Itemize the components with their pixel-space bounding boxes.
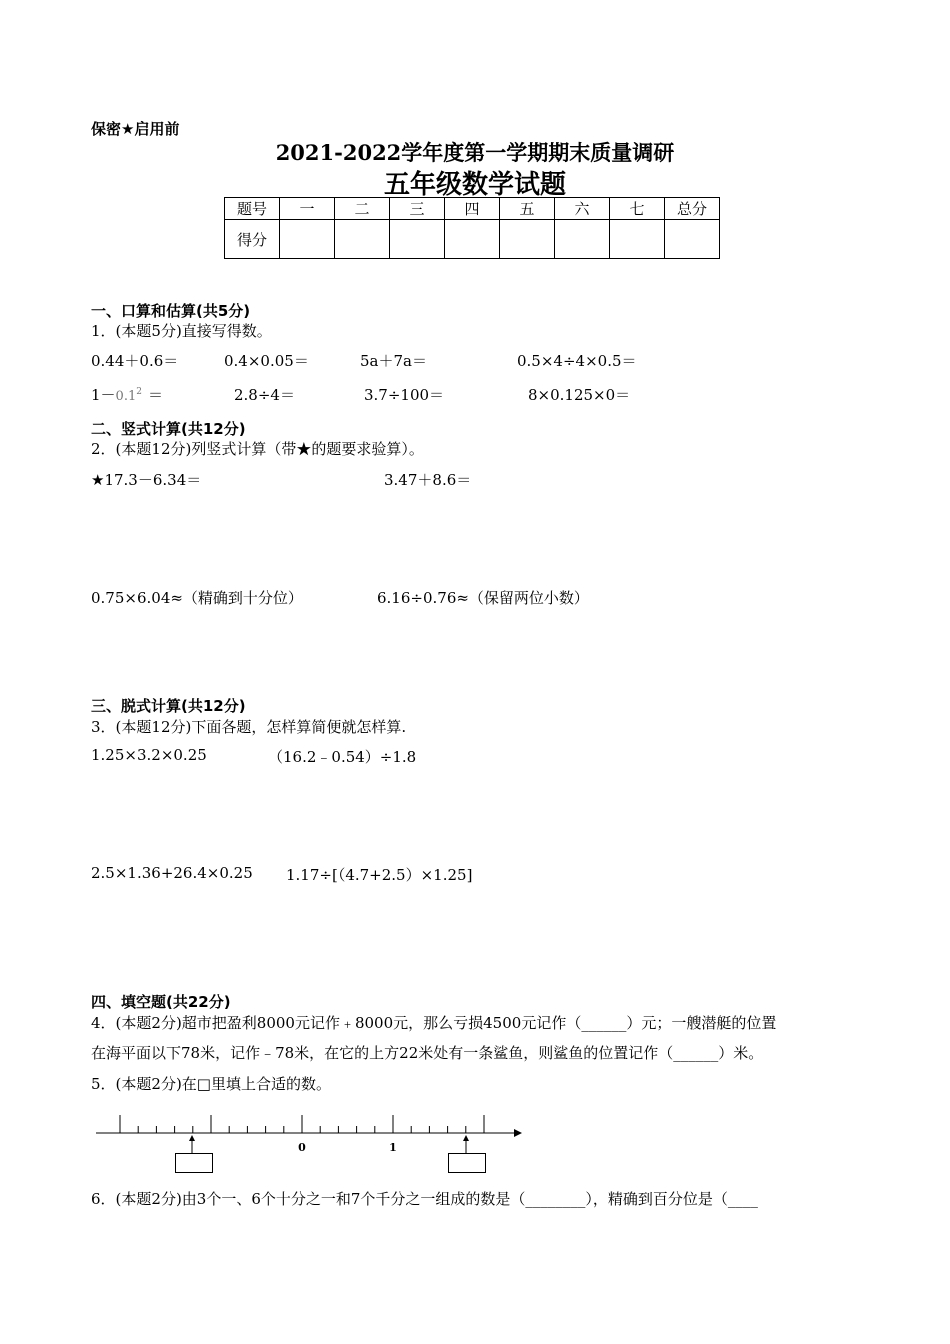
question2-text: 2．(本题12分)列竖式计算（带★的题要求验算）。 (91, 440, 424, 458)
step-calc-item: 2.5×1.36+26.4×0.25 (91, 864, 253, 882)
score-header-cell: 三 (390, 198, 445, 220)
pointer-arrowhead-left (189, 1135, 195, 1141)
vertical-calc-item: ★17.3－6.34＝ (91, 471, 202, 489)
exam-title: 2021-2022学年度第一学期期末质量调研 (275, 140, 675, 165)
power-prefix: 1－ (91, 386, 116, 404)
pointer-arrowhead-right (463, 1135, 469, 1141)
score-cell (610, 220, 665, 259)
answer-box-right[interactable] (448, 1153, 486, 1173)
score-cell (335, 220, 390, 259)
vertical-calc-item: 3.47＋8.6＝ (384, 471, 472, 489)
mental-math-item: 5a＋7a＝ (360, 352, 427, 370)
step-calc-item: 1.25×3.2×0.25 (91, 746, 207, 764)
question1-text: 1．(本题5分)直接写得数。 (91, 322, 272, 340)
mental-math-item: 0.44＋0.6＝ (91, 352, 179, 370)
mental-math-item: 0.5×4÷4×0.5＝ (517, 352, 637, 370)
score-cell (390, 220, 445, 259)
score-header-cell: 七 (610, 198, 665, 220)
step-calc-item: 1.17÷[（4.7+2.5）×1.25] (286, 866, 473, 884)
score-cell (500, 220, 555, 259)
score-cell (280, 220, 335, 259)
mental-math-item: 0.4×0.05＝ (224, 352, 309, 370)
power-exponent: 2 (136, 387, 142, 397)
score-header-cell: 题号 (225, 198, 280, 220)
score-table-score-row (225, 220, 720, 259)
section3-title: 三、脱式计算(共12分) (91, 697, 246, 715)
power-suffix: ＝ (147, 386, 163, 404)
exam-subtitle: 五年级数学试题 (383, 170, 566, 200)
question3-text: 3．(本题12分)下面各题，怎样算简便就怎样算. (91, 718, 407, 736)
score-label-cell: 得分 (225, 220, 280, 259)
score-table (224, 197, 720, 259)
score-header-cell: 二 (335, 198, 390, 220)
score-header-cell: 五 (500, 198, 555, 220)
number-line-arrowhead (514, 1129, 522, 1137)
question4-line1: 4．(本题2分)超市把盈利8000元记作﹢8000元，那么亏损4500元记作（______）元；一艘潜艇的位置 (91, 1014, 777, 1032)
question5-text: 5．(本题2分)在□里填上合适的数。 (91, 1075, 331, 1093)
section4-title: 四、填空题(共22分) (91, 993, 231, 1011)
score-cell (555, 220, 610, 259)
number-line-label-zero: 0 (298, 1141, 306, 1154)
score-header-cell: 六 (555, 198, 610, 220)
mental-math-item: 3.7÷100＝ (364, 386, 445, 404)
question6-text: 6．(本题2分)由3个一、6个十分之一和7个千分之一组成的数是（________），精确到百分位是（____ (91, 1190, 758, 1208)
mental-math-power-item (91, 384, 163, 405)
score-header-cell: 总分 (665, 198, 720, 220)
section2-title: 二、竖式计算(共12分) (91, 420, 246, 438)
secret-label: 保密★启用前 (91, 120, 180, 138)
score-table-header-row (225, 198, 720, 220)
mental-math-item: 8×0.125×0＝ (528, 386, 631, 404)
mental-math-item: 2.8÷4＝ (234, 386, 295, 404)
number-line-label-one: 1 (389, 1141, 397, 1154)
answer-box-left[interactable] (175, 1153, 213, 1173)
score-cell (445, 220, 500, 259)
score-cell (665, 220, 720, 259)
question4-line2: 在海平面以下78米，记作﹣78米，在它的上方22米处有一条鲨鱼，则鲨鱼的位置记作（______）米。 (91, 1044, 764, 1062)
score-header-cell: 一 (280, 198, 335, 220)
score-header-cell: 四 (445, 198, 500, 220)
section1-title: 一、口算和估算(共5分) (91, 302, 251, 320)
power-base: 0.1 (115, 389, 137, 404)
vertical-calc-item: 6.16÷0.76≈（保留两位小数） (377, 589, 589, 607)
step-calc-item: （16.2﹣0.54）÷1.8 (268, 748, 417, 766)
number-line-ticks (120, 1115, 484, 1133)
vertical-calc-item: 0.75×6.04≈（精确到十分位） (91, 589, 303, 607)
